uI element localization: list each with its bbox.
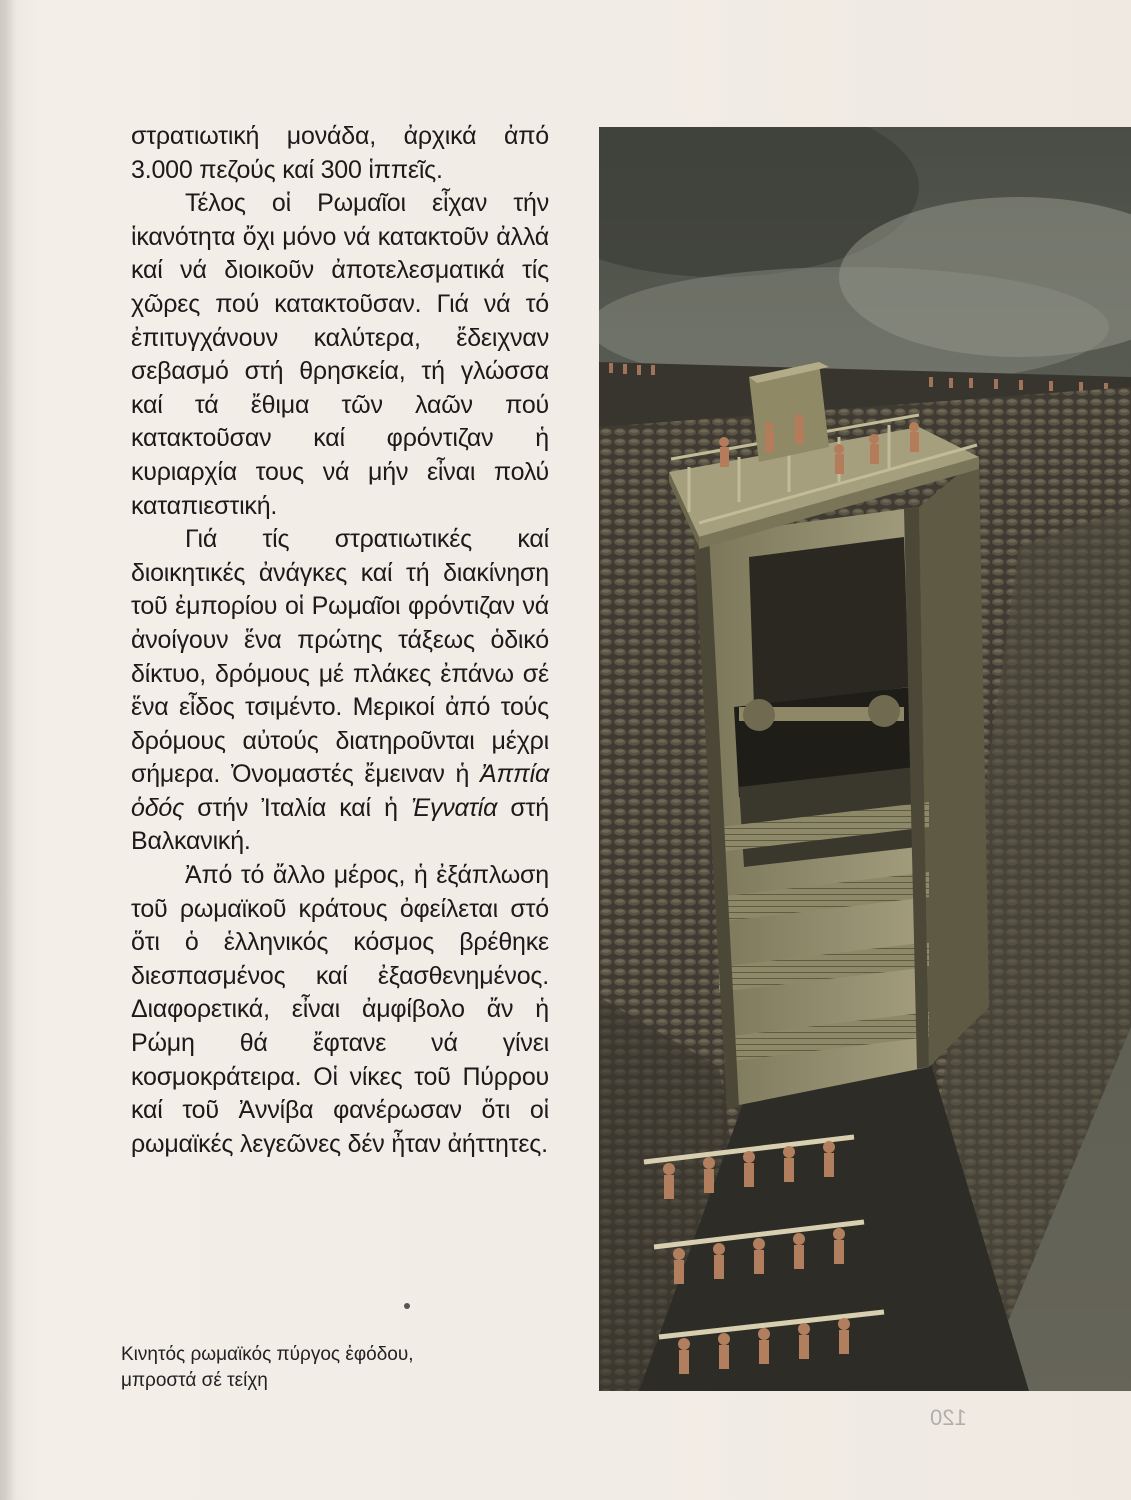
figure-caption bbox=[121, 1342, 581, 1394]
caption-line-2: μπροστά σέ τείχη bbox=[121, 1370, 268, 1391]
ornament-dot bbox=[404, 1303, 410, 1309]
spine-shadow bbox=[0, 0, 16, 1500]
text-run: Τέλος οἱ Ρωμαῖοι εἶχαν τήν ἱκανότητα ὄχι μόνο νά κατακτοῦν ἀλλά καί νά διοικοῦν ἀποτελεσματικά τίς χῶρες πού κατακτοῦσαν. Γιά νά τό ἐπιτυγχάνουν καλύτερα, ἔδειχναν σεβασμό στή θρησκεία, τή γλώσσα καί τά ἔθιμα τῶν λαῶν πού κατακτοῦσαν καί φρόντιζαν ἡ κυριαρχία τους νά μήν εἶναι πολύ καταπιεστική. bbox=[131, 189, 549, 520]
text-run: Γιά τίς στρατιωτικές καί διοικητικές ἀνάγκες καί τή διακίνηση τοῦ ἐμπορίου οἱ Ρωμαῖοι φρόντιζαν νά ἀνοίγουν ἕνα πρώτης τάξεως ὁδικό δίκτυο, δρόμους μέ πλάκες ἐπάνω σέ ἕνα εἶδος τσιμέντο. Μερικοί ἀπό τούς δρόμους αὐτούς διατηροῦνται μέχρι σήμερα. Ὀνομαστές ἔμειναν ἡ bbox=[131, 525, 549, 789]
text-run: Ἀπό τό ἄλλο μέρος, ἡ ἐξάπλωση τοῦ ρωμαϊκοῦ κράτους ὀφείλεται στό ὅτι ὁ ἑλληνικός κόσμος βρέθηκε διεσπασμένος καί ἐξασθενημένος. Διαφορετικά, εἶναι ἀμφίβολο ἄν ἡ Ρώμη θά ἔφτανε νά γίνει κοσμοκράτειρα. Οἱ νίκες τοῦ Πύρρου καί τοῦ Ἀννίβα φανέρωσαν ὅτι οἱ ρωμαϊκές λεγεῶνες δέν ἦταν ἀήττητες. bbox=[131, 861, 549, 1158]
text-run: στή Βαλκανική. bbox=[131, 793, 549, 856]
siege-tower-photo bbox=[599, 127, 1131, 1391]
italic-term: Ἐγνατία bbox=[411, 793, 498, 822]
paragraph-4 bbox=[131, 859, 549, 1161]
paragraph-1 bbox=[131, 120, 549, 187]
caption-line-1: Κινητός ρωμαϊκός πύργος ἐφόδου, bbox=[121, 1344, 414, 1365]
page-number: 120 bbox=[930, 1405, 967, 1430]
text-run: στήν Ἰταλία καί ἡ bbox=[184, 793, 412, 822]
body-text bbox=[131, 120, 549, 1161]
italic-term: Ἀππία ὁδός bbox=[131, 760, 549, 822]
siege-tower-illustration bbox=[599, 127, 1131, 1391]
paragraph-2 bbox=[131, 187, 549, 523]
text-run: στρατιωτική μονάδα, ἀρχικά ἀπό 3.000 πεζούς καί 300 ἱππεῖς. bbox=[131, 122, 549, 184]
paragraph-3 bbox=[131, 523, 549, 859]
